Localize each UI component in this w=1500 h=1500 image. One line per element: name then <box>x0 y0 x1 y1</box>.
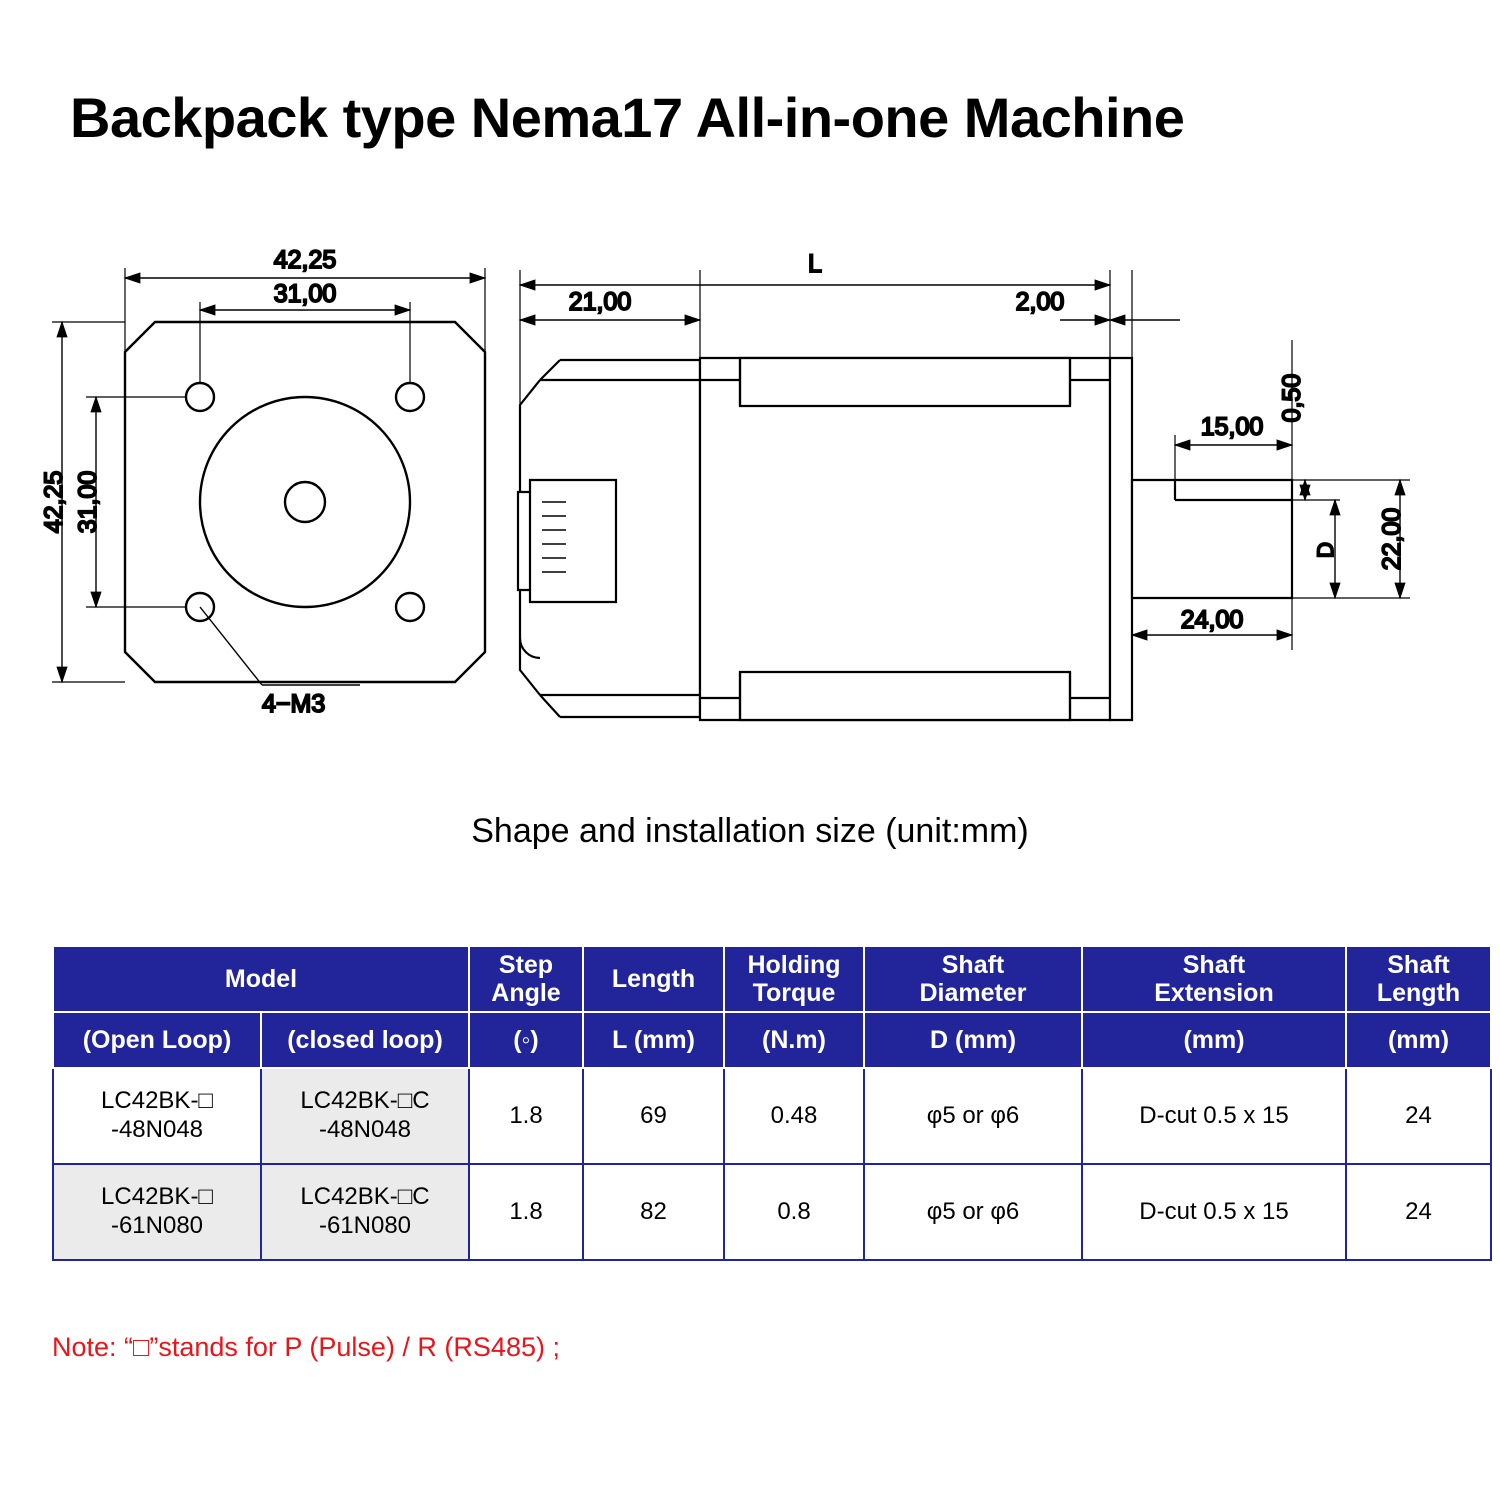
table-header-row-1 <box>53 946 1491 1012</box>
cell-shaft-extension: D-cut 0.5 x 15 <box>1082 1164 1346 1260</box>
side-view-outline <box>518 358 1292 720</box>
table-row <box>53 1164 1491 1260</box>
col-shaft-extension-line2: Extension <box>1154 979 1274 1007</box>
col-shaft-length <box>1346 946 1491 1012</box>
col-shaft-length-line2: Length <box>1376 979 1461 1007</box>
cell-closed-loop-line2: -61N080 <box>318 1212 412 1239</box>
col-shaft-length-line1: Shaft <box>1387 951 1450 979</box>
cell-length: 82 <box>583 1164 724 1260</box>
dim-flange: 2,00 <box>1015 288 1065 316</box>
cell-open-loop-line2: -61N080 <box>110 1212 204 1239</box>
unit-torque: (N.m) <box>724 1012 864 1068</box>
col-shaft-extension-line1: Shaft <box>1182 951 1246 979</box>
specification-table <box>52 945 1492 1261</box>
cell-closed-loop-model <box>261 1164 469 1260</box>
col-holding-torque-line1: Holding <box>747 951 841 979</box>
dim-flat-depth: 0,50 <box>1278 373 1306 423</box>
unit-step-angle: (◦) <box>469 1012 583 1068</box>
cell-closed-loop-model <box>261 1068 469 1164</box>
col-step-angle <box>469 946 583 1012</box>
col-open-loop: (Open Loop) <box>53 1012 261 1068</box>
cell-closed-loop-line1: LC42BK-□C <box>300 1183 430 1211</box>
col-model: Model <box>53 946 469 1012</box>
cell-open-loop-line2: -48N048 <box>110 1116 204 1143</box>
cell-open-loop-model <box>53 1068 261 1164</box>
cell-shaft-diameter: φ5 or φ6 <box>864 1164 1082 1260</box>
cell-step-angle: 1.8 <box>469 1068 583 1164</box>
cell-open-loop-line1: LC42BK-□ <box>101 1087 213 1115</box>
col-step-angle-line2: Angle <box>491 979 561 1007</box>
col-shaft-diameter <box>864 946 1082 1012</box>
unit-shaft-extension: (mm) <box>1082 1012 1346 1068</box>
cell-step-angle: 1.8 <box>469 1164 583 1260</box>
cell-shaft-diameter: φ5 or φ6 <box>864 1068 1082 1164</box>
cell-open-loop-model <box>53 1164 261 1260</box>
col-shaft-extension <box>1082 946 1346 1012</box>
dim-shaft-diameter: D <box>1313 542 1338 558</box>
col-holding-torque-line2: Torque <box>752 979 836 1007</box>
table-header <box>53 946 1491 1068</box>
cell-torque: 0.48 <box>724 1068 864 1164</box>
col-holding-torque <box>724 946 864 1012</box>
dim-front-height-holes: 31,00 <box>74 470 102 534</box>
dim-shaft-length: 24,00 <box>1180 606 1244 634</box>
technical-drawing <box>0 230 1500 760</box>
cell-closed-loop-line2: -48N048 <box>318 1116 412 1143</box>
page-title: Backpack type Nema17 All-in-one Machine <box>70 86 1185 149</box>
dim-front-width-holes: 31,00 <box>273 280 337 308</box>
unit-length: L (mm) <box>583 1012 724 1068</box>
dim-flat-length: 15,00 <box>1200 413 1264 441</box>
cell-torque: 0.8 <box>724 1164 864 1260</box>
unit-shaft-length: (mm) <box>1346 1012 1491 1068</box>
dim-body-height: 22,00 <box>1378 507 1406 571</box>
col-closed-loop: (closed loop) <box>261 1012 469 1068</box>
dim-back-module: 21,00 <box>568 288 632 316</box>
cell-shaft-extension: D-cut 0.5 x 15 <box>1082 1068 1346 1164</box>
dim-front-width-outer: 42,25 <box>273 246 337 274</box>
dim-front-height-outer: 42,25 <box>40 470 68 534</box>
drawing-caption: Shape and installation size (unit:mm) <box>471 812 1029 850</box>
front-view-outline <box>125 322 485 682</box>
table-header-row-2 <box>53 1012 1491 1068</box>
col-shaft-diameter-line2: Diameter <box>919 979 1027 1007</box>
table-body <box>53 1068 1491 1260</box>
cell-open-loop-line1: LC42BK-□ <box>101 1183 213 1211</box>
table-row <box>53 1068 1491 1164</box>
drawing-svg <box>0 230 1500 760</box>
unit-shaft-diameter: D (mm) <box>864 1012 1082 1068</box>
cell-length: 69 <box>583 1068 724 1164</box>
col-length: Length <box>583 946 724 1012</box>
col-step-angle-line1: Step <box>498 951 554 979</box>
cell-shaft-length: 24 <box>1346 1068 1491 1164</box>
cell-closed-loop-line1: LC42BK-□C <box>300 1087 430 1115</box>
table-note: Note: “□”stands for P (Pulse) / R (RS485) ; <box>52 1332 560 1362</box>
dim-hole-callout: 4−M3 <box>262 690 326 718</box>
cell-shaft-length: 24 <box>1346 1164 1491 1260</box>
col-shaft-diameter-line1: Shaft <box>941 951 1005 979</box>
dim-total-length: L <box>808 250 822 278</box>
